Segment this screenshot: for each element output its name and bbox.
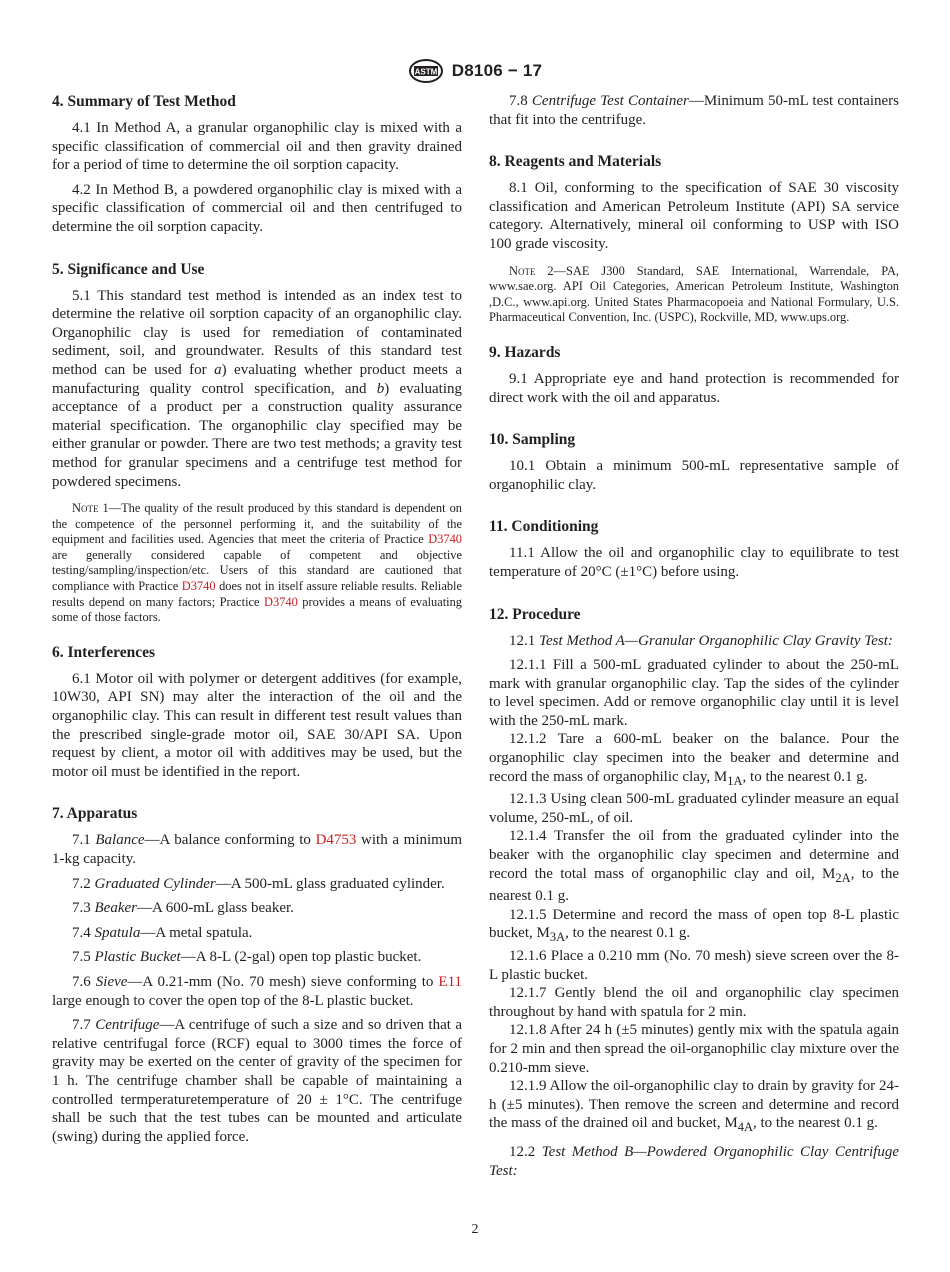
para-4-1: 4.1 In Method A, a granular organophilic clay is mixed with a specific classification of commercial oil and then gravity drained for a period of time to determine the oil sorption capacity.	[52, 120, 462, 174]
para-12-1-3: 12.1.3 Using clean 500-mL graduated cylinder measure an equal volume, 250-mL, of oil.	[489, 791, 899, 826]
para-10-1: 10.1 Obtain a minimum 500-mL representative sample of organophilic clay.	[489, 458, 899, 493]
ref-d3740-link[interactable]: D3740	[428, 532, 462, 547]
astm-logo-icon	[408, 58, 444, 84]
note-2: Note 2—SAE J300 Standard, SAE International, Warrendale, PA, www.sae.org. API Oil Categories, American Petroleum Institute, Washington ,D.C., www.api.org. United States Pharmacopoeia and National Formulary, U.S. Pharmaceutical Convention, Inc. (USPC), Rockville, MD, www.ups.org.	[489, 263, 899, 325]
para-12-1-7: 12.1.7 Gently blend the oil and organophilic clay specimen throughout by hand with spatula for 2 min.	[489, 985, 899, 1020]
para-12-1-6: 12.1.6 Place a 0.210 mm (No. 70 mesh) sieve screen over the 8-L plastic bucket.	[489, 948, 899, 983]
svg-text:ASTM: ASTM	[414, 67, 438, 77]
para-7-5: 7.5 Plastic Bucket—A 8-L (2-gal) open top plastic bucket.	[72, 949, 422, 966]
para-5-1: 5.1 This standard test method is intended as an index test to determine the relative oil sorption capacity of an organophilic clay. Organophilic clay is used for remediation of contaminated sediment, soil, and groundwater. Results of this standard test method can be used for a) evaluating whether product meets a manufacturing quality control specification, and b) evaluating acceptance of a product per a construction quality assurance material specification. The organophilic clay specified may be either granular or powder. There are two test methods; a gravity test method for granular specimens and a centrifuge test method for powdered specimens.	[52, 287, 463, 490]
para-12-1-5: 12.1.5 Determine and record the mass of open top 8-L plastic bucket, $M_{3A}$, to the nearest 0.1 g.	[489, 906, 899, 945]
ref-d3740-link[interactable]: D3740	[264, 594, 298, 609]
para-12-1-9: 12.1.9 Allow the oil-organophilic clay to drain by gravity for 24-h (±5 minutes). Then remove the screen and determine and record the mass of the drained oil and bucket, $M_{4A}$, to the nearest 0.1 g.	[489, 1078, 899, 1135]
para-12-1-2: 12.1.2 Tare a 600-mL beaker on the balance. Pour the organophilic clay specimen into the beaker and determine and record the mass of organophilic clay, $M_{1A}$, to the nearest 0.1 g.	[489, 731, 899, 788]
para-12-1-8: 12.1.8 After 24 h (±5 minutes) gently mix with the spatula again for 2 min and then spread the oil-organophilic clay mixture over the 0.210-mm sieve.	[489, 1022, 899, 1076]
para-7-2: 7.2 Graduated Cylinder—A 500-mL glass graduated cylinder.	[72, 875, 445, 892]
para-7-1: 7.1 Balance—A balance conforming to D4753 with a minimum 1-kg capacity.	[52, 832, 462, 867]
para-12-2: 12.2 Test Method B—Powdered Organophilic Clay Centrifuge Test:	[489, 1143, 899, 1179]
para-7-3: 7.3 Beaker—A 600-mL glass beaker.	[72, 900, 294, 917]
page-number: 2	[471, 1222, 479, 1237]
section-4-title: 4. Summary of Test Method	[52, 93, 236, 110]
para-11-1: 11.1 Allow the oil and organophilic clay to equilibrate to test temperature of 20°C (±1°C) before using.	[489, 545, 899, 580]
para-12-1: 12.1 Test Method A—Granular Organophilic Clay Gravity Test:	[509, 632, 893, 649]
para-7-6: 7.6 Sieve—A 0.21-mm (No. 70 mesh) sieve conforming to E11 large enough to cover the open top of the 8-L plastic bucket.	[52, 973, 463, 1009]
section-12-title: 12. Procedure	[489, 605, 581, 623]
section-7-title: 7. Apparatus	[52, 805, 138, 823]
right-column	[489, 92, 899, 1186]
para-7-8: 7.8 Centrifuge Test Container—Minimum 50-mL test containers that fit into the centrifuge.	[489, 93, 900, 128]
para-7-7: 7.7 Centrifuge—A centrifuge of such a size and so driven that a relative centrifugal force (RCF) equal to 3000 times the force of gravity may be exerted on the center of gravity of the specimen for 1 h. The centrifuge chamber shall be capable of maintaining a controlled termperaturetemperature of 20 ± 1°C. The centrifuge shall be such that the test tubes can be mounted and articulate (swing) during the applied force.	[52, 1017, 463, 1145]
note-1: Note 1—The quality of the result produced by this standard is dependent on the competence of the personnel performing it, and the suitability of the equipment and facilities used. Agencies that meet the criteria of Practice D3740 are generally considered capable of competent and objective testing/sampling/inspection/etc. Users of this standard are cautioned that compliance with Practice D3740 does not in itself assure reliable results. Reliable results depend on many factors; Practice D3740 provides a means of evaluating some of those factors.	[52, 501, 462, 625]
para-8-1: 8.1 Oil, conforming to the specification of SAE 30 viscosity classification and American Petroleum Institute (API) SA service category. Alternatively, mineral oil conforming to USP with ISO 100 grade viscosity.	[489, 180, 899, 252]
section-10-title: 10. Sampling	[489, 431, 576, 449]
section-5-title: 5. Significance and Use	[52, 260, 205, 278]
para-12-1-4: 12.1.4 Transfer the oil from the graduated cylinder into the beaker with the organophilic clay specimen and determine and record the total mass of organophilic clay and oil, $M_{2A}$, to the nearest 0.1 g.	[489, 828, 899, 905]
ref-e11-link[interactable]: E11	[438, 973, 463, 990]
section-8-title: 8. Reagents and Materials	[489, 153, 662, 171]
page-header	[0, 58, 950, 89]
para-6-1: 6.1 Motor oil with polymer or detergent additives (for example, 10W30, API SN) may alter the interaction of the oil and the organophilic clay. This can result in different test result values than the prescribed single-grade motor oil, SAE 30/API SA. Upon request by client, a motor oil with additives may be used, but the motor oil must be identified in the report.	[52, 670, 462, 780]
para-9-1: 9.1 Appropriate eye and hand protection is recommended for direct work with the oil and apparatus.	[489, 370, 899, 406]
document-designation: D8106 − 17	[451, 61, 543, 80]
section-9-title: 9. Hazards	[489, 343, 561, 361]
para-4-2: 4.2 In Method B, a powdered organophilic clay is mixed with a specific classification of commercial oil and then centrifuged to determine the oil sorption capacity.	[52, 181, 462, 235]
para-12-1-1: 12.1.1 Fill a 500-mL graduated cylinder to about the 250-mL mark with granular organophilic clay. Tap the sides of the cylinder to level specimen. Add or remove organophilic clay until it is level with the 250-mL mark.	[489, 657, 899, 729]
section-11-title: 11. Conditioning	[489, 518, 599, 536]
left-column	[52, 92, 462, 1152]
section-6-title: 6. Interferences	[52, 643, 156, 661]
para-7-4: 7.4 Spatula—A metal spatula.	[72, 924, 253, 941]
ref-d3740-link[interactable]: D3740	[181, 579, 216, 594]
ref-d4753-link[interactable]: D4753	[315, 832, 357, 849]
